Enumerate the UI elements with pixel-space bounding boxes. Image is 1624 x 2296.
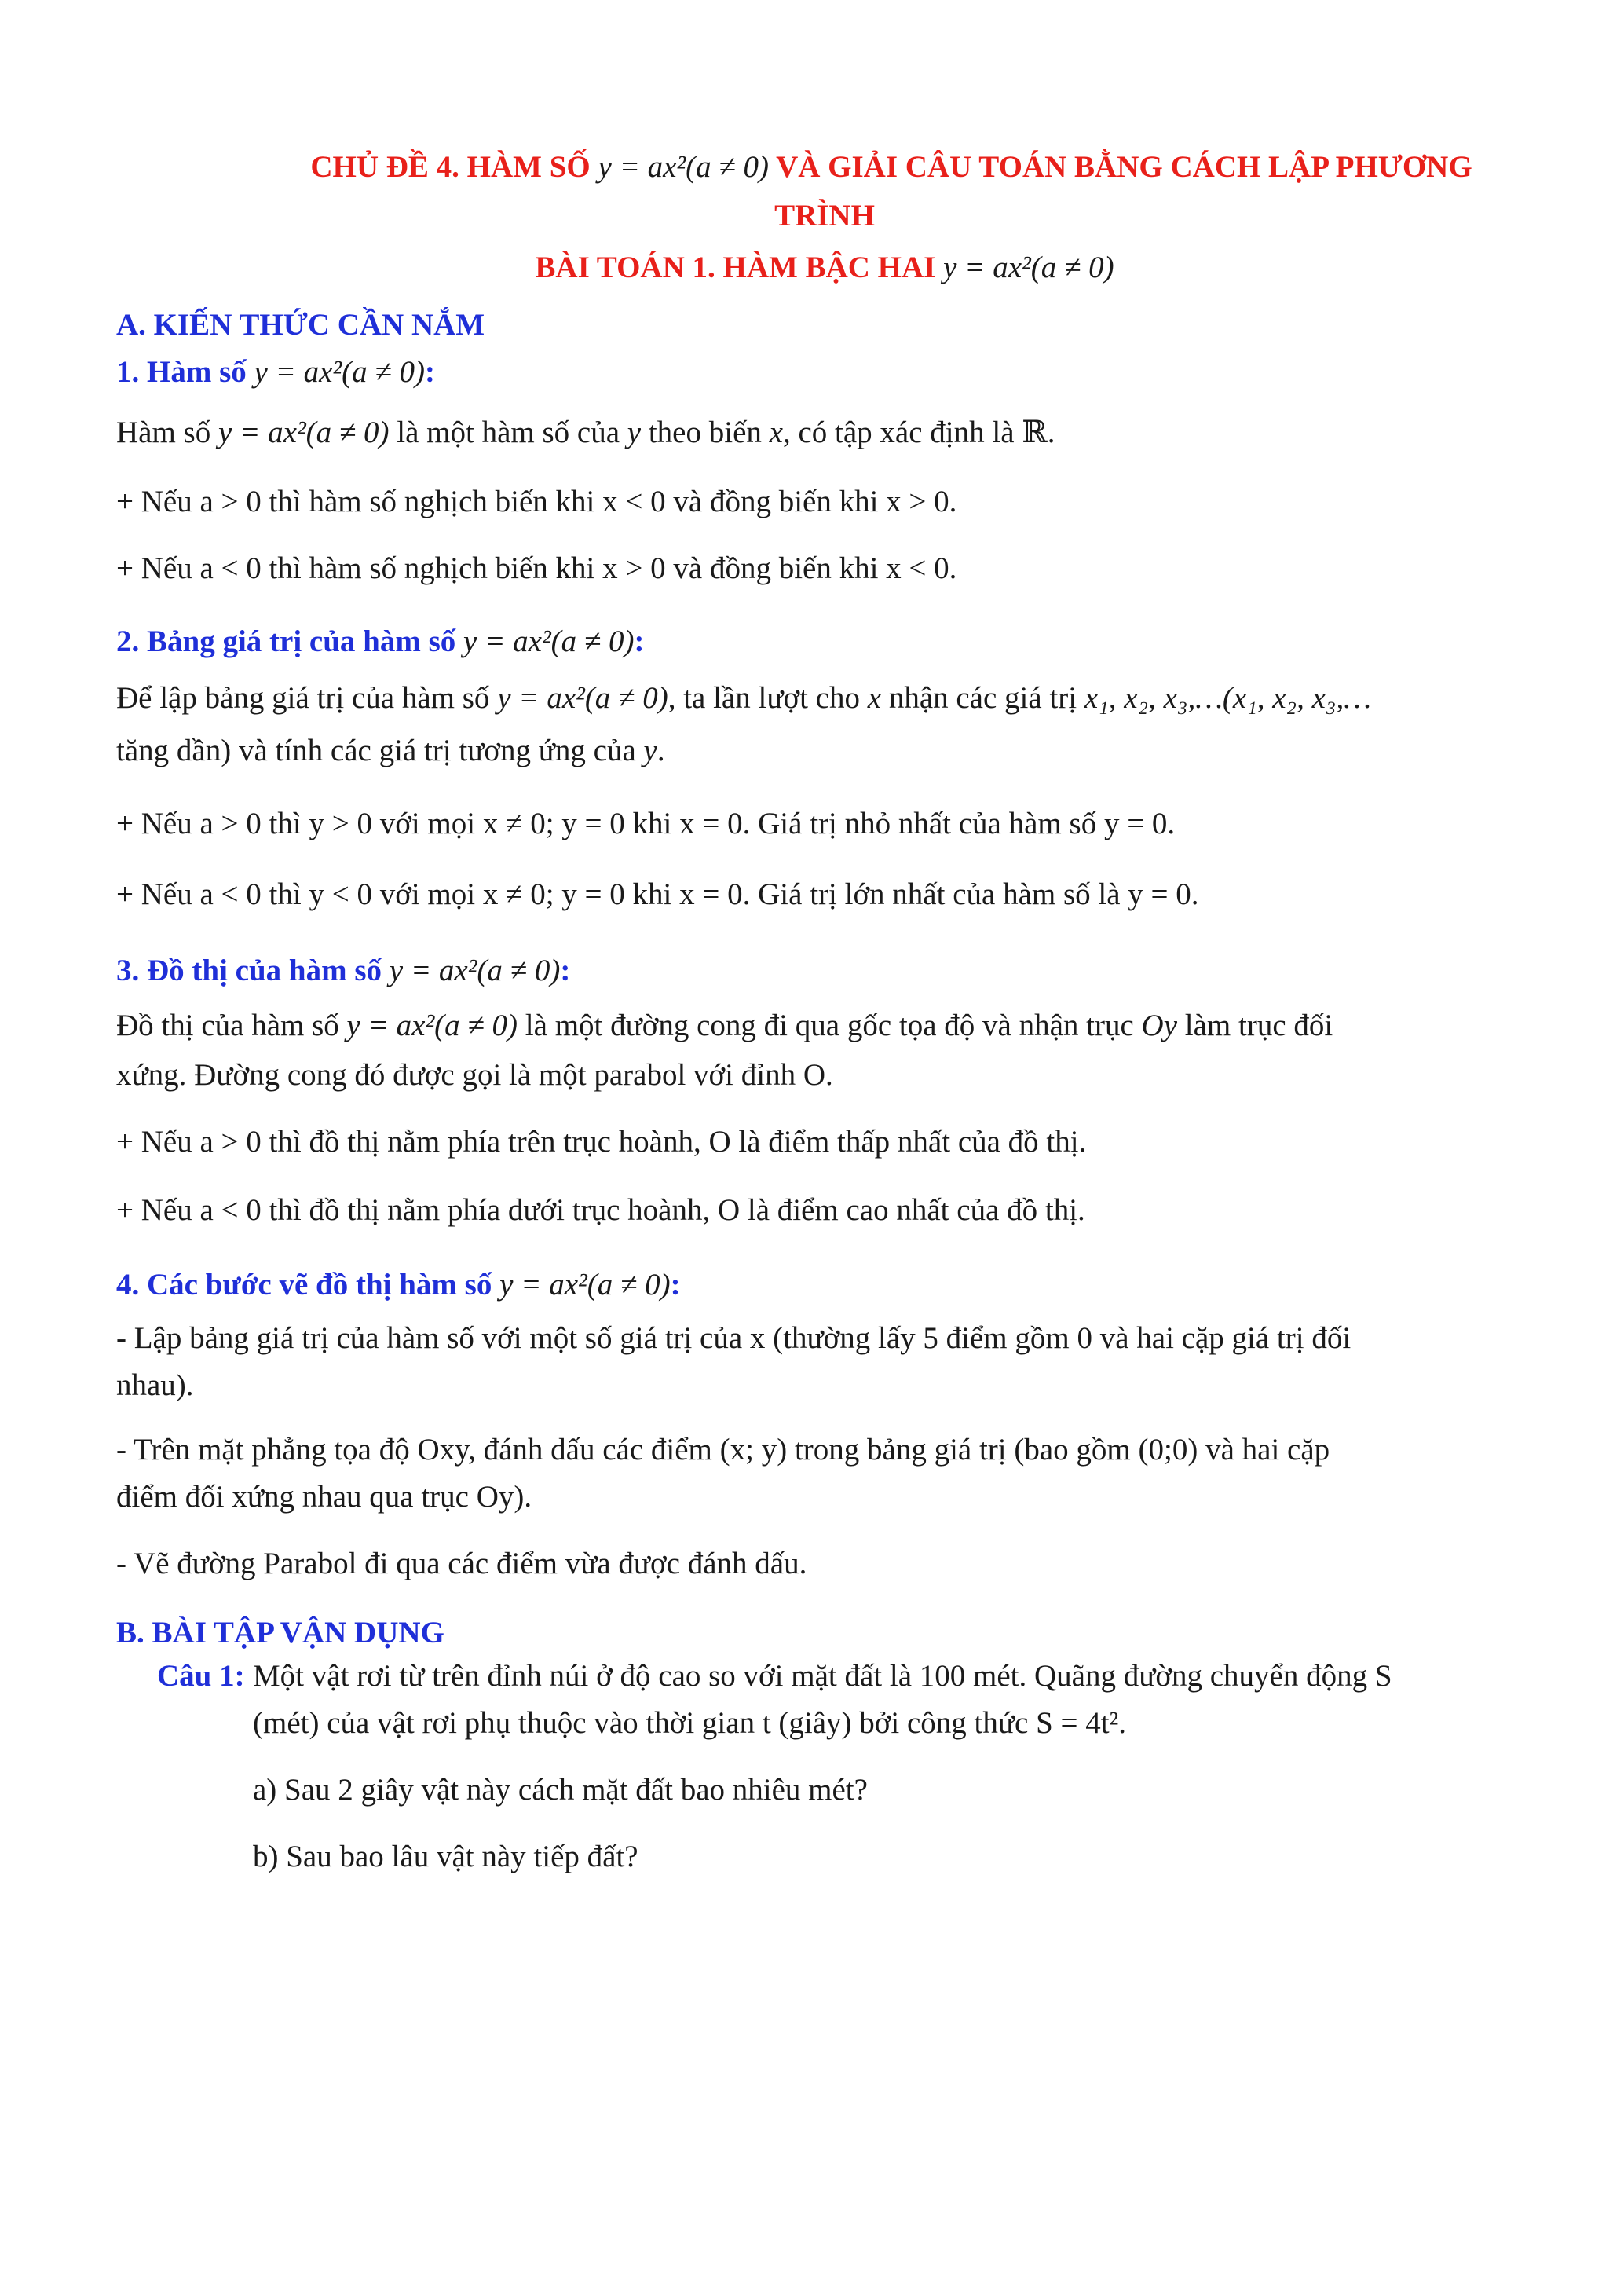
- text: , có tập xác định là: [782, 416, 1015, 449]
- subtitle-math: y = ax²(a ≠ 0): [943, 251, 1114, 284]
- section-a-heading: A. KIẾN THỨC CẦN NẮM: [116, 308, 485, 342]
- s1-bullet-1: + Nếu a > 0 thì hàm số nghịch biến khi x < 0 và đồng biến khi x > 0.: [116, 485, 957, 518]
- s1-bullet-2: + Nếu a < 0 thì hàm số nghịch biến khi x > 0 và đồng biến khi x < 0.: [116, 551, 957, 585]
- real-set-symbol: ℝ: [1022, 416, 1048, 449]
- s1-heading: 1. Hàm số y = ax²(a ≠ 0):: [116, 355, 436, 389]
- s4-step-2-line2: điểm đối xứng nhau qua trục Oy).: [116, 1480, 532, 1514]
- text: Để lập bảng giá trị của hàm số: [116, 681, 490, 715]
- question-1-line1: Một vật rơi từ trên đỉnh núi ở độ cao so với mặt đất là 100 mét. Quãng đường chuyển động S: [253, 1659, 1392, 1693]
- math: x: [769, 416, 783, 449]
- math: y: [643, 734, 657, 767]
- math: y = ax²(a ≠ 0): [346, 1009, 518, 1042]
- subtitle-text: BÀI TOÁN 1. HÀM BẬC HAI: [535, 251, 936, 284]
- text: Đồ thị của hàm số: [116, 1009, 339, 1042]
- s2-bullet-1: + Nếu a > 0 thì y > 0 với mọi x ≠ 0; y = 0 khi x = 0. Giá trị nhỏ nhất của hàm số y = 0.: [116, 807, 1176, 840]
- question-1-part-b: b) Sau bao lâu vật này tiếp đất?: [253, 1840, 638, 1873]
- text: , ta lần lượt cho: [668, 681, 860, 715]
- text: .: [657, 734, 665, 767]
- s4-heading: 4. Các bước vẽ đồ thị hàm số y = ax²(a ≠ 0):: [116, 1268, 681, 1302]
- s3-bullet-2: + Nếu a < 0 thì đồ thị nằm phía dưới trục hoành, O là điểm cao nhất của đồ thị.: [116, 1193, 1085, 1227]
- text: .: [1047, 416, 1055, 449]
- text: tăng dần) và tính các giá trị tương ứng của: [116, 734, 636, 767]
- s4-step-3: - Vẽ đường Parabol đi qua các điểm vừa được đánh dấu.: [116, 1547, 807, 1580]
- s3-bullet-1: + Nếu a > 0 thì đồ thị nằm phía trên trục hoành, O là điểm thấp nhất của đồ thị.: [116, 1125, 1087, 1159]
- question-1-part-a: a) Sau 2 giây vật này cách mặt đất bao nhiêu mét?: [253, 1773, 868, 1807]
- doc-title: [118, 149, 1531, 185]
- s1-heading-math: y = ax²(a ≠ 0): [254, 355, 426, 389]
- s4-step-1-line2: nhau).: [116, 1368, 194, 1402]
- s3-heading: 3. Đồ thị của hàm số y = ax²(a ≠ 0):: [116, 954, 571, 987]
- s4-heading-text: 4. Các bước vẽ đồ thị hàm số: [116, 1268, 492, 1302]
- math: x₁, x₂, x₃,…(x₁, x₂, x₃,…: [1084, 681, 1371, 715]
- title-math: y = ax²(a ≠ 0): [598, 150, 770, 184]
- s1-paragraph: [116, 408, 1530, 457]
- text: là một đường cong đi qua gốc tọa độ và nhận trục: [525, 1009, 1134, 1042]
- math: y: [627, 416, 642, 449]
- s4-heading-math: y = ax²(a ≠ 0): [499, 1268, 671, 1302]
- s3-paragraph: [116, 1002, 1530, 1050]
- text: nhận các giá trị: [888, 681, 1077, 715]
- s3-heading-math: y = ax²(a ≠ 0): [389, 954, 561, 987]
- s3-heading-text: 3. Đồ thị của hàm số: [116, 954, 382, 987]
- s4-step-2: - Trên mặt phẳng tọa độ Oxy, đánh dấu các điểm (x; y) trong bảng giá trị (bao gồm (0;0) và hai cặp: [116, 1433, 1330, 1467]
- s2-heading: 2. Bảng giá trị của hàm số y = ax²(a ≠ 0):: [116, 624, 645, 658]
- math: y = ax²(a ≠ 0): [497, 681, 668, 715]
- text: Hàm số: [116, 416, 211, 449]
- s2-paragraph: [116, 674, 1530, 723]
- s2-paragraph-line2: [116, 727, 1530, 775]
- s2-bullet-2: + Nếu a < 0 thì y < 0 với mọi x ≠ 0; y = 0 khi x = 0. Giá trị lớn nhất của hàm số là y = 0.: [116, 877, 1199, 911]
- s3-paragraph-line2: xứng. Đường cong đó được gọi là một parabol với đỉnh O.: [116, 1058, 833, 1092]
- question-1-line2: (mét) của vật rơi phụ thuộc vào thời gian t (giây) bởi công thức S = 4t².: [253, 1706, 1127, 1740]
- math: y = ax²(a ≠ 0): [218, 416, 390, 449]
- section-b-heading: B. BÀI TẬP VẬN DỤNG: [116, 1616, 444, 1650]
- text: làm trục đối: [1184, 1009, 1333, 1042]
- title-text-rest: VÀ GIẢI CÂU TOÁN BẰNG CÁCH LẬP PHƯƠNG: [776, 150, 1472, 184]
- s4-step-1: - Lập bảng giá trị của hàm số với một số giá trị của x (thường lấy 5 điểm gồm 0 và hai cặp giá trị đối: [116, 1321, 1352, 1355]
- math: x: [867, 681, 882, 715]
- s2-heading-math: y = ax²(a ≠ 0): [463, 624, 635, 658]
- text: là một hàm số của: [397, 416, 620, 449]
- text: theo biến: [648, 416, 762, 449]
- title-line2-text: TRÌNH: [774, 199, 875, 233]
- question-1-label: Câu 1:: [157, 1659, 245, 1693]
- doc-subtitle: [118, 250, 1531, 285]
- doc-title-line2: [118, 198, 1531, 233]
- s1-heading-text: 1. Hàm số: [116, 355, 247, 389]
- math: Oy: [1141, 1009, 1178, 1042]
- s2-heading-text: 2. Bảng giá trị của hàm số: [116, 624, 456, 658]
- title-text: CHỦ ĐỀ 4. HÀM SỐ: [310, 150, 591, 184]
